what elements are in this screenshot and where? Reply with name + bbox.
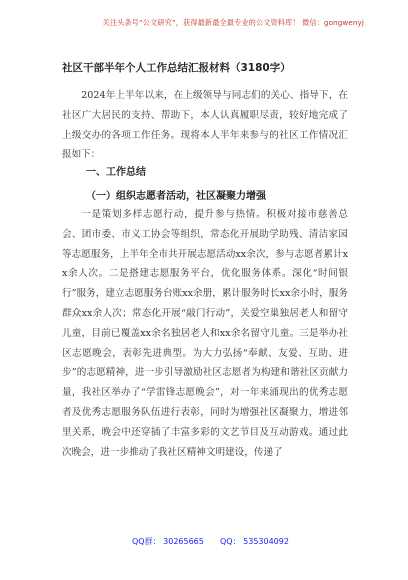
banner-text: 关注头条号“公文研究”，获得最新最全最专业的公文资料库！ 微信：gongwenyj	[102, 18, 364, 27]
footer-qq: QQ： 535304092	[220, 537, 289, 546]
header-banner	[0, 18, 408, 28]
section-heading: 一、工作总结	[86, 167, 146, 178]
intro-paragraph: 2024年上半年以来，在上级领导与同志们的关心、指导下，在社区广大居民的支持、帮助下，本人认真履职尽责，较好地完成了上级交办的各项工作任务。现将本人半年来参与的社区工作情况汇报如下：	[62, 90, 348, 161]
subsection-heading: （一）组织志愿者活动，社区凝聚力增强	[86, 191, 266, 202]
body-paragraph: 一是策划多样志愿行动，提升参与热情。积极对接市慈善总会、团市委、市义工协会等组织，常态化开展助学助残、清洁家园等志愿服务，上半年全市共开展志愿活动xx余次，参与志愿者累计xx余人次。二是搭建志愿服务平台，优化服务体系。深化“时间银行”服务，建立志愿服务台账xx余册，累计服务时长xx余小时，服务群众xx余人次；常态化开展“敲门行动”，关爱空巢独居老人和留守儿童，目前已覆盖xx余名独居老人和xx余名留守儿童。三是举办社区志愿晚会，表彰先进典型。为大力弘扬“奉献、友爱、互助、进步”的志愿精神，进一步引导激励社区志愿者为构建和谐社区贡献力量，我社区举办了“学雷锋志愿晚会”，对一年来涌现出的优秀志愿者及优秀志愿服务队伍进行表彰，同时为增强社区凝聚力，增进邻里关系，晚会中还穿插了丰富多彩的文艺节目及互动游戏。通过此次晚会，进一步推动了我社区精神文明建设，传递了	[62, 209, 348, 458]
document-title: 社区干部半年个人工作总结汇报材料（3180字）	[62, 62, 291, 74]
footer-qq-group: QQ群： 30265665	[132, 537, 204, 546]
